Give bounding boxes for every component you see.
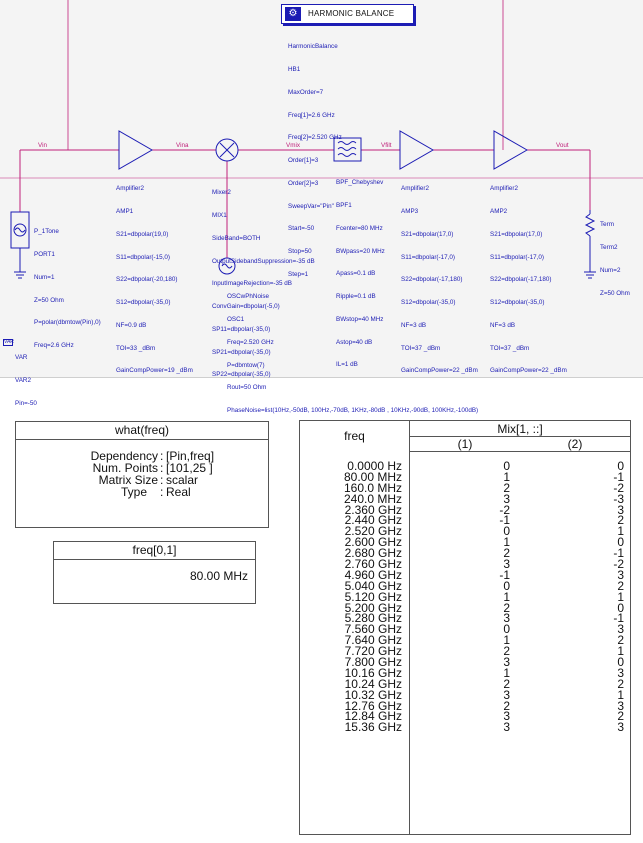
separator: : (160, 461, 164, 475)
amp-param: S11=dbpolar(-17,0) (490, 253, 544, 261)
net-label-vina: Vina (176, 142, 189, 149)
net-label-vmix: Vmix (286, 142, 300, 149)
mix-1-cell: 3 (503, 557, 510, 572)
mix-2-cell: 2 (617, 633, 624, 648)
amp-param: NF=3 dB (490, 321, 516, 329)
filter-param: Astop=40 dB (336, 338, 373, 346)
amp-param: S22=dbpolar(-17,180) (401, 276, 463, 284)
freq-cell: 12.84 GHz (344, 709, 402, 724)
mix-2-cell: 3 (617, 720, 624, 735)
amp-param: Amplifier2 (490, 185, 518, 193)
freq-cell: 12.76 GHz (344, 698, 402, 713)
net-label-vout: Vout (556, 142, 569, 149)
var-block-icon[interactable]: VAR (4, 339, 14, 345)
table-row (300, 722, 630, 733)
mix-2-cell: 2 (617, 578, 624, 593)
mix-subheader-2: (2) (567, 437, 583, 451)
mix-1-cell: 0 (503, 578, 510, 593)
mix-2-cell: 0 (617, 600, 624, 615)
term-params (600, 206, 630, 312)
port-param: P=polar(dbmtow(Pin),0) (34, 319, 101, 327)
freq01-value: 80.00 MHz (189, 569, 248, 583)
mix-2-cell: 1 (617, 589, 624, 604)
amp-param: GainCompPower=22 _dBm (401, 367, 478, 375)
separator: : (160, 449, 164, 463)
mix-column-header: Mix[1, ::] (410, 421, 630, 437)
num-points-value: [101,25 ] (166, 461, 213, 475)
freq-cell: 7.800 GHz (344, 655, 402, 670)
amp-param: S21=dbpolar(19,0) (116, 230, 169, 238)
mix-2-cell: -1 (613, 546, 624, 561)
net-label-vfilt: Vfilt (381, 142, 392, 149)
freq-cell: 5.280 GHz (344, 611, 402, 626)
port-source-symbol[interactable] (11, 212, 29, 278)
osc-param: Freq=2.520 GHz (227, 338, 274, 346)
amplifier-amp2-symbol[interactable] (494, 131, 527, 169)
mixer-param: SP11=dbpolar(-35,0) (212, 325, 271, 333)
dependency-value: [Pin,freq] (166, 449, 215, 463)
amp-param: GainCompPower=19 _dBm (116, 367, 193, 375)
mix-2-cell: 2 (617, 676, 624, 691)
mix-table-body (300, 461, 630, 733)
hb-param: SweepVar="Pin" (288, 202, 334, 210)
mix-1-cell: 2 (503, 676, 510, 691)
amp1-params (116, 170, 193, 390)
mixer-param: SP22=dbpolar(-35,0) (212, 371, 271, 379)
mixer-param: Mixer2 (212, 189, 231, 197)
freq-cell: 160.0 MHz (343, 480, 402, 495)
hb-param: Start=-50 (288, 225, 315, 233)
mixer-symbol[interactable] (216, 139, 238, 161)
mix-2-cell: -3 (613, 491, 624, 506)
hb-param: HB1 (288, 65, 301, 73)
type-key: Type (120, 485, 147, 499)
var-params (15, 339, 37, 423)
mix-1-cell: 1 (503, 589, 510, 604)
freq-cell: 10.16 GHz (344, 665, 402, 680)
mix-2-cell: 3 (617, 622, 624, 637)
hb-param: Freq[1]=2.6 GHz (288, 111, 335, 119)
filter-param: BPF_Chebyshev (336, 179, 384, 187)
mix-2-cell: 3 (617, 665, 624, 680)
freq-cell: 2.520 GHz (344, 524, 402, 539)
term-param: Term (600, 221, 614, 229)
term-param: Term2 (600, 243, 618, 251)
filter-param: BWpass=20 MHz (336, 247, 385, 255)
separator: : (160, 473, 164, 487)
mix-2-cell: -1 (613, 469, 624, 484)
amp-param: Amplifier2 (401, 185, 429, 193)
amp-param: AMP2 (490, 207, 508, 215)
amplifier-amp3-symbol[interactable] (400, 131, 433, 169)
mix-2-cell: 2 (617, 513, 624, 528)
freq-cell: 7.560 GHz (344, 622, 402, 637)
harmonic-balance-block[interactable] (281, 4, 414, 24)
mix-2-cell: 3 (617, 567, 624, 582)
mix-1-cell: 3 (503, 655, 510, 670)
schematic-canvas[interactable] (0, 0, 643, 415)
var-param: Pin=-50 (15, 399, 37, 407)
freq-cell: 2.360 GHz (344, 502, 402, 517)
freq-cell: 5.200 GHz (344, 600, 402, 615)
amplifier-amp1-symbol[interactable] (119, 131, 152, 169)
mix-1-cell: 3 (503, 720, 510, 735)
osc-param: P=dbmtow(7) (227, 361, 265, 369)
mix-1-cell: 3 (503, 709, 510, 724)
net-label-vin: Vin (38, 142, 47, 149)
mix-2-cell: 3 (617, 698, 624, 713)
mixer-param: MIX1 (212, 211, 227, 219)
mix-1-cell: 2 (503, 644, 510, 659)
var-param: VAR2 (15, 376, 31, 384)
mix-2-cell: 0 (617, 459, 624, 473)
matrix-size-value: scalar (166, 473, 199, 487)
mix-1-cell: 3 (503, 491, 510, 506)
amp-param: S12=dbpolar(-35,0) (401, 299, 456, 307)
freq-cell: 0.0000 Hz (347, 459, 402, 473)
mix-2-cell: 1 (617, 524, 624, 539)
hb-param: MaxOrder=7 (288, 88, 324, 96)
hb-param: Order[1]=3 (288, 157, 319, 165)
mix-1-cell: 3 (503, 611, 510, 626)
mixer-param: OutputSidebandSuppression=-35 dB (212, 257, 315, 265)
filter-param: BPF1 (336, 201, 352, 209)
mix-1-cell: 2 (503, 600, 510, 615)
mixer-param: InputImageRejection=-35 dB (212, 280, 292, 288)
hb-param: Freq[2]=2.520 GHz (288, 134, 342, 142)
separator: : (160, 485, 164, 499)
filter-param: IL=1 dB (336, 361, 358, 369)
mixer-param: ConvGain=dbpolar(-5,0) (212, 303, 280, 311)
port-param: PORT1 (34, 250, 55, 258)
mix-1-cell: 3 (503, 687, 510, 702)
term-param: Z=50 Ohm (600, 289, 630, 297)
mix-2-cell: 2 (617, 709, 624, 724)
amp-param: S12=dbpolar(-35,0) (116, 299, 171, 307)
freq-cell: 240.0 MHz (343, 491, 402, 506)
mix-2-cell: -2 (613, 557, 624, 572)
mix-1-cell: 0 (503, 622, 510, 637)
amp-param: AMP3 (401, 207, 419, 215)
freq-cell: 7.720 GHz (344, 644, 402, 659)
freq-cell: 5.040 GHz (344, 578, 402, 593)
port-param: Freq=2.6 GHz (34, 342, 74, 350)
amp-param: S11=dbpolar(-15,0) (116, 253, 170, 261)
port-param: Z=50 Ohm (34, 296, 64, 304)
var-param: VAR (15, 354, 28, 362)
hb-title: HARMONIC BALANCE (308, 9, 395, 18)
freq-cell: 2.440 GHz (344, 513, 402, 528)
port-param: Num=1 (34, 273, 55, 281)
what-panel-title: what(freq) (16, 422, 268, 440)
freq-column-header: freq (344, 429, 365, 443)
hb-param: Order[2]=3 (288, 179, 319, 187)
termination-symbol[interactable] (584, 210, 596, 278)
amp-param: GainCompPower=22 _dBm (490, 367, 567, 375)
port-param: P_1Tone (34, 228, 59, 236)
freq-cell: 2.680 GHz (344, 546, 402, 561)
osc-param: OSC1 (227, 315, 245, 323)
gear-icon: ⚙ (285, 7, 301, 21)
mix-table (299, 420, 631, 835)
mix-1-cell: -1 (499, 567, 510, 582)
mixer-param: SP21=dbpolar(-35,0) (212, 348, 271, 356)
amp-param: TOI=37 _dBm (490, 344, 530, 352)
freq01-panel (53, 541, 256, 604)
filter-param: Fcenter=80 MHz (336, 224, 383, 232)
freq-cell: 15.36 GHz (344, 720, 402, 735)
mix-1-cell: 1 (503, 633, 510, 648)
freq-cell: 2.760 GHz (344, 557, 402, 572)
filter-param: BWstop=40 MHz (336, 315, 384, 323)
hb-param: HarmonicBalance (288, 43, 338, 51)
amp-param: TOI=33 _dBm (116, 344, 156, 352)
mix-2-cell: 0 (617, 535, 624, 550)
freq-cell: 10.24 GHz (344, 676, 402, 691)
freq-cell: 2.600 GHz (344, 535, 402, 550)
mix-1-cell: 1 (503, 665, 510, 680)
amp-param: S21=dbpolar(17,0) (490, 230, 543, 238)
freq-cell: 7.640 GHz (344, 633, 402, 648)
mix-1-cell: 0 (503, 524, 510, 539)
mix-1-cell: 0 (503, 459, 510, 473)
header-divider (410, 451, 630, 452)
osc-param: OSCwPhNoise (227, 293, 269, 301)
filter-param: Apass=0.1 dB (336, 270, 376, 278)
osc-param: Rout=50 Ohm (227, 384, 267, 392)
amp-param: NF=0.9 dB (116, 321, 147, 329)
mixer-param: SideBand=BOTH (212, 234, 261, 242)
hb-param: Step=1 (288, 271, 309, 278)
amp-param: S22=dbpolar(-20,180) (116, 276, 178, 284)
mix-1-cell: -2 (499, 502, 510, 517)
amp-param: AMP1 (116, 207, 134, 215)
mix-2-cell: -2 (613, 480, 624, 495)
mix-1-cell: 1 (503, 535, 510, 550)
freq-cell: 4.960 GHz (344, 567, 402, 582)
filter-param: Ripple=0.1 dB (336, 293, 376, 301)
amp-param: TOI=37 _dBm (401, 344, 441, 352)
mix-1-cell: -1 (499, 513, 510, 528)
num-points-key: Num. Points (92, 461, 158, 475)
mix-2-cell: 3 (617, 502, 624, 517)
type-value: Real (166, 485, 191, 499)
freq-cell: 80.00 MHz (343, 469, 402, 484)
amp-param: Amplifier2 (116, 185, 144, 193)
mix-2-cell: 0 (617, 655, 624, 670)
mix-2-cell: -1 (613, 611, 624, 626)
hb-param: Stop=50 (288, 248, 312, 256)
osc-param: PhaseNoise=list(10Hz,-50dB, 100Hz,-70dB, 1KHz,-80dB , 10KHz,-90dB, 100KHz,-100dB) (227, 407, 479, 415)
freq01-title: freq[0,1] (54, 542, 255, 560)
amp-param: S22=dbpolar(-17,180) (490, 276, 552, 284)
matrix-size-key: Matrix Size (98, 473, 158, 487)
mix-1-cell: 2 (503, 698, 510, 713)
amp-param: S12=dbpolar(-35,0) (490, 299, 545, 307)
osc-params (227, 278, 478, 430)
mix-1-cell: 2 (503, 546, 510, 561)
what-freq-panel (15, 421, 269, 528)
amp2-params (490, 170, 567, 390)
mix-1-cell: 1 (503, 469, 510, 484)
amp-param: NF=3 dB (401, 321, 427, 329)
dependency-key: Dependency (90, 449, 158, 463)
amp-param: S21=dbpolar(17,0) (401, 230, 454, 238)
mix-2-cell: 1 (617, 644, 624, 659)
term-param: Num=2 (600, 266, 621, 274)
mix-subheader-1: (1) (457, 437, 473, 451)
freq-cell: 5.120 GHz (344, 589, 402, 604)
mix-1-cell: 2 (503, 480, 510, 495)
port1-params (34, 213, 101, 365)
mix-2-cell: 1 (617, 687, 624, 702)
freq-cell: 10.32 GHz (344, 687, 402, 702)
amp-param: S11=dbpolar(-17,0) (401, 253, 455, 261)
